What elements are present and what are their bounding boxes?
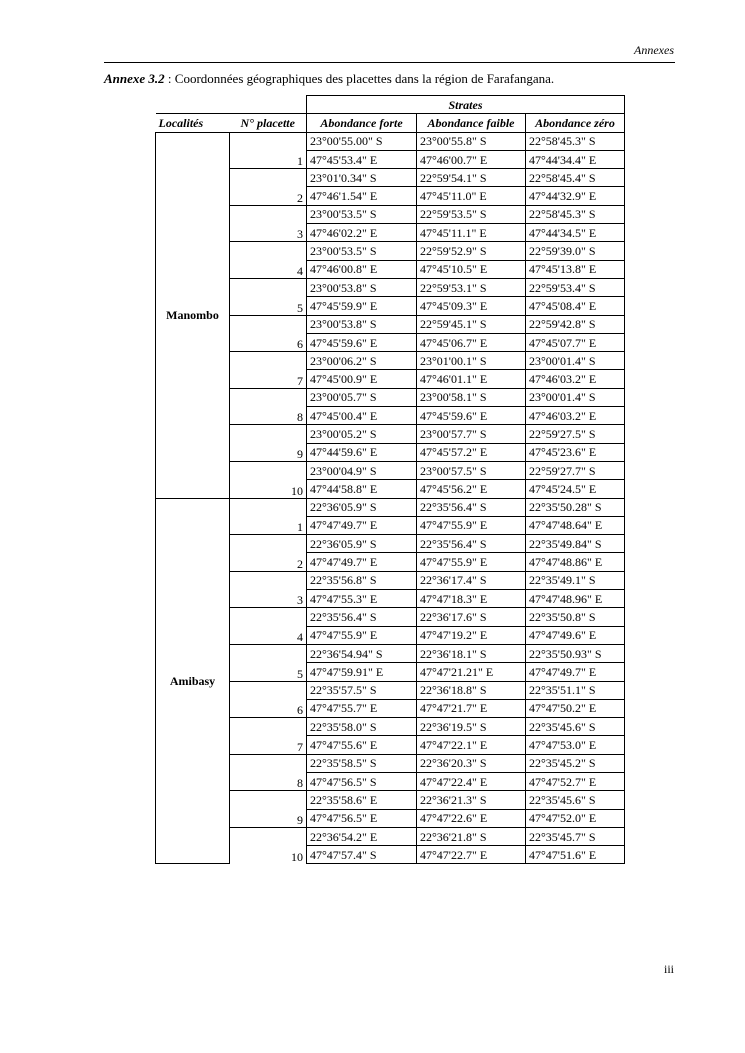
latitude-cell: 22°35'56.4" S [417,498,526,516]
latitude-cell: 22°35'45.2" S [526,754,625,772]
longitude-cell: 47°47'55.9" E [417,553,526,571]
latitude-cell: 23°00'05.7" S [307,388,417,406]
longitude-cell: 47°47'21.21" E [417,663,526,681]
latitude-cell: 22°59'52.9" S [417,242,526,260]
latitude-cell: 22°58'45.3" S [526,132,625,150]
longitude-cell: 47°45'57.2" E [417,443,526,461]
latitude-cell: 23°00'53.5" S [307,242,417,260]
latitude-cell: 22°59'53.1" S [417,278,526,296]
latitude-cell: 23°00'58.1" S [417,388,526,406]
latitude-cell: 22°58'45.3" S [526,205,625,223]
latitude-cell: 22°59'39.0" S [526,242,625,260]
longitude-cell: 47°45'11.1" E [417,224,526,242]
longitude-cell: 47°44'34.4" E [526,150,625,168]
longitude-cell: 47°47'52.7" E [526,772,625,790]
placette-number: 5 [230,278,307,315]
longitude-cell: 47°46'03.2" E [526,370,625,388]
longitude-cell: 47°47'55.3" E [307,590,417,608]
latitude-cell: 23°01'0.34" S [307,169,417,187]
latitude-cell: 22°36'54.94" S [307,644,417,662]
latitude-cell: 22°36'05.9" S [307,535,417,553]
latitude-cell: 22°59'27.7" S [526,461,625,479]
longitude-cell: 47°45'24.5" E [526,480,625,498]
localite-name: Amibasy [156,498,230,864]
longitude-cell: 47°44'32.9" E [526,187,625,205]
latitude-cell: 23°01'00.1" S [417,352,526,370]
placette-number: 7 [230,718,307,755]
longitude-cell: 47°46'00.7" E [417,150,526,168]
latitude-cell: 22°59'42.8" S [526,315,625,333]
latitude-cell: 22°35'45.7" S [526,827,625,845]
longitude-cell: 47°44'58.8" E [307,480,417,498]
latitude-cell: 22°36'18.8" S [417,681,526,699]
placette-number: 8 [230,754,307,791]
latitude-cell: 22°35'58.6" E [307,791,417,809]
placette-number: 9 [230,425,307,462]
longitude-cell: 47°45'13.8" E [526,260,625,278]
longitude-cell: 47°45'06.7" E [417,333,526,351]
longitude-cell: 47°46'01.1" E [417,370,526,388]
col-header-placette: N° placette [230,114,307,132]
latitude-cell: 22°36'18.1" S [417,644,526,662]
longitude-cell: 47°45'59.6" E [307,333,417,351]
running-header: Annexes [634,43,674,57]
placette-number: 2 [230,535,307,572]
longitude-cell: 47°45'56.2" E [417,480,526,498]
strates-header: Strates [307,96,625,114]
longitude-cell: 47°46'02.2" E [307,224,417,242]
longitude-cell: 47°47'49.7" E [307,516,417,534]
placette-number: 10 [230,827,307,864]
col-header-abondance-faible: Abondance faible [417,114,526,132]
latitude-cell: 22°35'49.84" S [526,535,625,553]
latitude-cell: 22°36'54.2" E [307,827,417,845]
col-header-localites: Localités [156,114,230,132]
longitude-cell: 47°47'55.9" E [417,516,526,534]
table-caption [104,71,554,87]
longitude-cell: 47°47'18.3" E [417,590,526,608]
placette-number: 3 [230,571,307,608]
latitude-cell: 22°35'50.93" S [526,644,625,662]
longitude-cell: 47°47'21.7" E [417,699,526,717]
latitude-cell: 22°36'19.5" S [417,718,526,736]
latitude-cell: 22°36'21.8" S [417,827,526,845]
longitude-cell: 47°44'34.5" E [526,224,625,242]
longitude-cell: 47°47'51.6" E [526,846,625,864]
longitude-cell: 47°47'53.0" E [526,736,625,754]
latitude-cell: 22°59'53.5" S [417,205,526,223]
latitude-cell: 23°00'53.8" S [307,278,417,296]
latitude-cell: 22°59'53.4" S [526,278,625,296]
latitude-cell: 22°35'51.1" S [526,681,625,699]
caption-label: Annexe 3.2 [104,71,165,86]
longitude-cell: 47°45'59.9" E [307,297,417,315]
longitude-cell: 47°47'22.1" E [417,736,526,754]
longitude-cell: 47°47'22.4" E [417,772,526,790]
latitude-cell: 22°35'45.6" S [526,791,625,809]
longitude-cell: 47°45'00.9" E [307,370,417,388]
latitude-cell: 22°35'56.8" S [307,571,417,589]
longitude-cell: 47°46'00.8" E [307,260,417,278]
longitude-cell: 47°47'52.0" E [526,809,625,827]
latitude-cell: 22°59'54.1" S [417,169,526,187]
longitude-cell: 47°45'10.5" E [417,260,526,278]
latitude-cell: 22°35'45.6" S [526,718,625,736]
longitude-cell: 47°47'48.96" E [526,590,625,608]
longitude-cell: 47°46'03.2" E [526,407,625,425]
latitude-cell: 23°00'57.5" S [417,461,526,479]
header-rule [104,62,675,63]
placette-number: 6 [230,315,307,352]
latitude-cell: 22°36'17.6" S [417,608,526,626]
longitude-cell: 47°46'1.54" E [307,187,417,205]
longitude-cell: 47°47'19.2" E [417,626,526,644]
longitude-cell: 47°47'50.2" E [526,699,625,717]
latitude-cell: 23°00'06.2" S [307,352,417,370]
latitude-cell: 22°36'17.4" S [417,571,526,589]
placette-number: 1 [230,498,307,535]
longitude-cell: 47°47'59.91" E [307,663,417,681]
table-header-row-columns [156,114,625,132]
latitude-cell: 22°59'45.1" S [417,315,526,333]
latitude-cell: 23°00'53.8" S [307,315,417,333]
placette-number: 10 [230,461,307,498]
table-header-row-strates [156,96,625,114]
placette-number: 2 [230,169,307,206]
longitude-cell: 47°45'09.3" E [417,297,526,315]
longitude-cell: 47°45'00.4" E [307,407,417,425]
latitude-cell: 23°00'53.5" S [307,205,417,223]
latitude-cell: 22°36'05.9" S [307,498,417,516]
longitude-cell: 47°47'49.6" E [526,626,625,644]
placette-number: 3 [230,205,307,242]
latitude-cell: 22°58'45.4" S [526,169,625,187]
placette-number: 4 [230,608,307,645]
col-header-abondance-zero: Abondance zéro [526,114,625,132]
latitude-cell: 23°00'01.4" S [526,388,625,406]
latitude-cell: 22°35'56.4" S [307,608,417,626]
latitude-cell: 22°35'58.0" S [307,718,417,736]
latitude-cell: 22°35'56.4" S [417,535,526,553]
longitude-cell: 47°45'08.4" E [526,297,625,315]
longitude-cell: 47°47'49.7" E [307,553,417,571]
longitude-cell: 47°47'22.6" E [417,809,526,827]
placette-number: 1 [230,132,307,169]
page-number: iii [663,962,674,976]
placette-number: 5 [230,644,307,681]
latitude-cell: 23°00'55.00" S [307,132,417,150]
longitude-cell: 47°45'23.6" E [526,443,625,461]
placette-number: 4 [230,242,307,279]
latitude-cell: 23°00'04.9" S [307,461,417,479]
placette-number: 9 [230,791,307,828]
longitude-cell: 47°45'53.4" E [307,150,417,168]
localite-name: Manombo [156,132,230,498]
coordinates-table [155,95,625,864]
latitude-cell: 23°00'57.7" S [417,425,526,443]
latitude-cell: 22°35'57.5" S [307,681,417,699]
table-body [156,132,625,864]
latitude-cell: 22°36'21.3" S [417,791,526,809]
placette-number: 6 [230,681,307,718]
longitude-cell: 47°47'48.64" E [526,516,625,534]
longitude-cell: 47°47'22.7" E [417,846,526,864]
longitude-cell: 47°45'59.6" E [417,407,526,425]
latitude-cell: 22°36'20.3" S [417,754,526,772]
latitude-cell: 23°00'55.8" S [417,132,526,150]
longitude-cell: 47°47'55.9" E [307,626,417,644]
longitude-cell: 47°47'48.86" E [526,553,625,571]
latitude-cell: 22°59'27.5" S [526,425,625,443]
latitude-cell: 22°35'49.1" S [526,571,625,589]
latitude-cell: 22°35'50.8" S [526,608,625,626]
longitude-cell: 47°47'55.7" E [307,699,417,717]
longitude-cell: 47°47'49.7" E [526,663,625,681]
longitude-cell: 47°45'07.7" E [526,333,625,351]
longitude-cell: 47°44'59.6" E [307,443,417,461]
latitude-cell: 23°00'01.4" S [526,352,625,370]
table-row [156,132,625,150]
longitude-cell: 47°45'11.0" E [417,187,526,205]
longitude-cell: 47°47'55.6" E [307,736,417,754]
col-header-abondance-forte: Abondance forte [307,114,417,132]
latitude-cell: 22°35'50.28" S [526,498,625,516]
table-row [156,498,625,516]
placette-number: 8 [230,388,307,425]
placette-number: 7 [230,352,307,389]
latitude-cell: 23°00'05.2" S [307,425,417,443]
longitude-cell: 47°47'56.5" E [307,809,417,827]
caption-text: : Coordonnées géographiques des placettes dans la région de Farafangana. [164,71,555,86]
latitude-cell: 22°35'58.5" S [307,754,417,772]
longitude-cell: 47°47'57.4" S [307,846,417,864]
longitude-cell: 47°47'56.5" S [307,772,417,790]
